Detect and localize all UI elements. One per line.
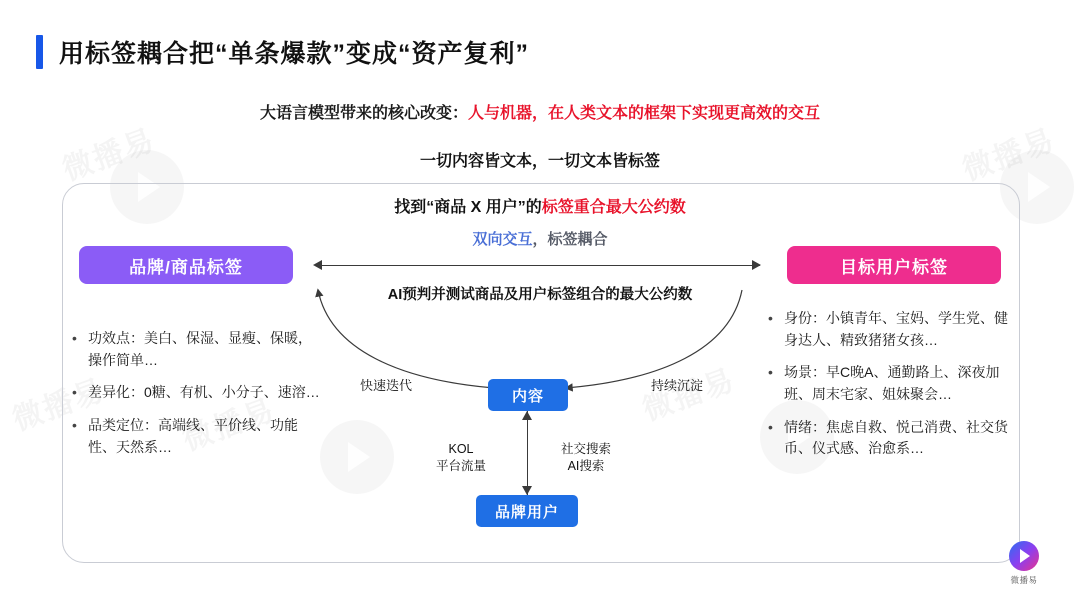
list-item-label: 品类定位：高端线、平价线、功能性、天然系… [88,417,298,455]
arrow-head-left-icon [313,260,322,270]
vertical-connector [527,411,528,495]
subtitle-secondary: 一切内容皆文本，一切文本皆标签 [419,153,660,170]
list-item-label: 功效点：美白、保湿、显瘦、保暖，操作简单… [88,330,312,368]
play-logo-icon [1009,541,1039,571]
brand-logo-label: 微播易 [1010,575,1038,585]
bullet-icon: • [768,364,773,381]
list-item [72,328,322,371]
bidirectional-arrow-line [320,265,760,266]
brand-tag-pill: 品牌/商品标签 [79,246,293,284]
arrow-head-up-icon [522,411,532,420]
node-brand-user: 品牌用户 [476,495,578,527]
title-text: 用标签耦合把“单条爆款”变成“资产复利” [59,40,530,68]
list-item [72,382,322,404]
panel-heading [0,194,1080,217]
channel-label-right-line1: 社交搜索 [560,442,611,456]
list-item [72,415,322,458]
arrow-caption: AI预判并测试商品及用户标签组合的最大公约数 [387,287,693,303]
channel-label-right-line2: AI搜索 [567,458,605,473]
subtitle-highlight: 人与机器，在人类文本的框架下实现更高效的交互 [468,105,821,122]
bullet-icon: • [72,417,77,434]
channel-label-left [424,441,498,475]
list-item-label: 差异化：0糖、有机、小分子、速溶… [88,384,320,401]
bullet-icon: • [72,384,77,401]
list-item-label: 场景：早C晚A、通勤路上、深夜加班、周末宅家、姐妹聚会… [784,364,1000,403]
node-content: 内容 [488,379,568,411]
panel-heading-highlight: 标签重合最大公约数 [541,199,686,216]
loop-label-right: 持续沉淀 [651,378,704,393]
list-item [768,362,1018,405]
list-item-label: 情绪：焦虑自救、悦己消费、社交货币、仪式感、治愈系… [784,418,1008,457]
panel-heading-prefix: 找到“商品 X 用户”的 [394,199,542,216]
bullet-icon: • [768,310,773,326]
channel-label-left-line1: KOL [448,442,474,456]
user-tag-list [768,308,1018,471]
brand-tag-list [72,328,322,469]
subtitle-primary [0,100,1080,123]
list-item [768,308,1018,351]
user-tag-pill: 目标用户标签 [787,246,1001,284]
list-item-label: 身份：小镇青年、宝妈、学生党、健身达人、精致猪猪女孩… [784,310,1008,348]
loop-label-left: 快速迭代 [360,378,413,393]
panel-subheading-blue: 双向交互 [472,231,533,248]
subtitle-prefix: 大语言模型带来的核心改变： [259,105,468,122]
channel-label-right [548,441,624,475]
panel-subheading-gray: ，标签耦合 [532,231,608,248]
arrow-head-right-icon [752,260,761,270]
channel-label-left-line2: 平台流量 [435,458,486,473]
title-accent-bar [36,35,43,69]
bullet-icon: • [768,418,773,435]
brand-logo [1007,541,1041,586]
list-item [768,417,1018,460]
arrow-head-down-icon [522,486,532,495]
page-title [36,34,529,70]
bullet-icon: • [72,330,77,346]
